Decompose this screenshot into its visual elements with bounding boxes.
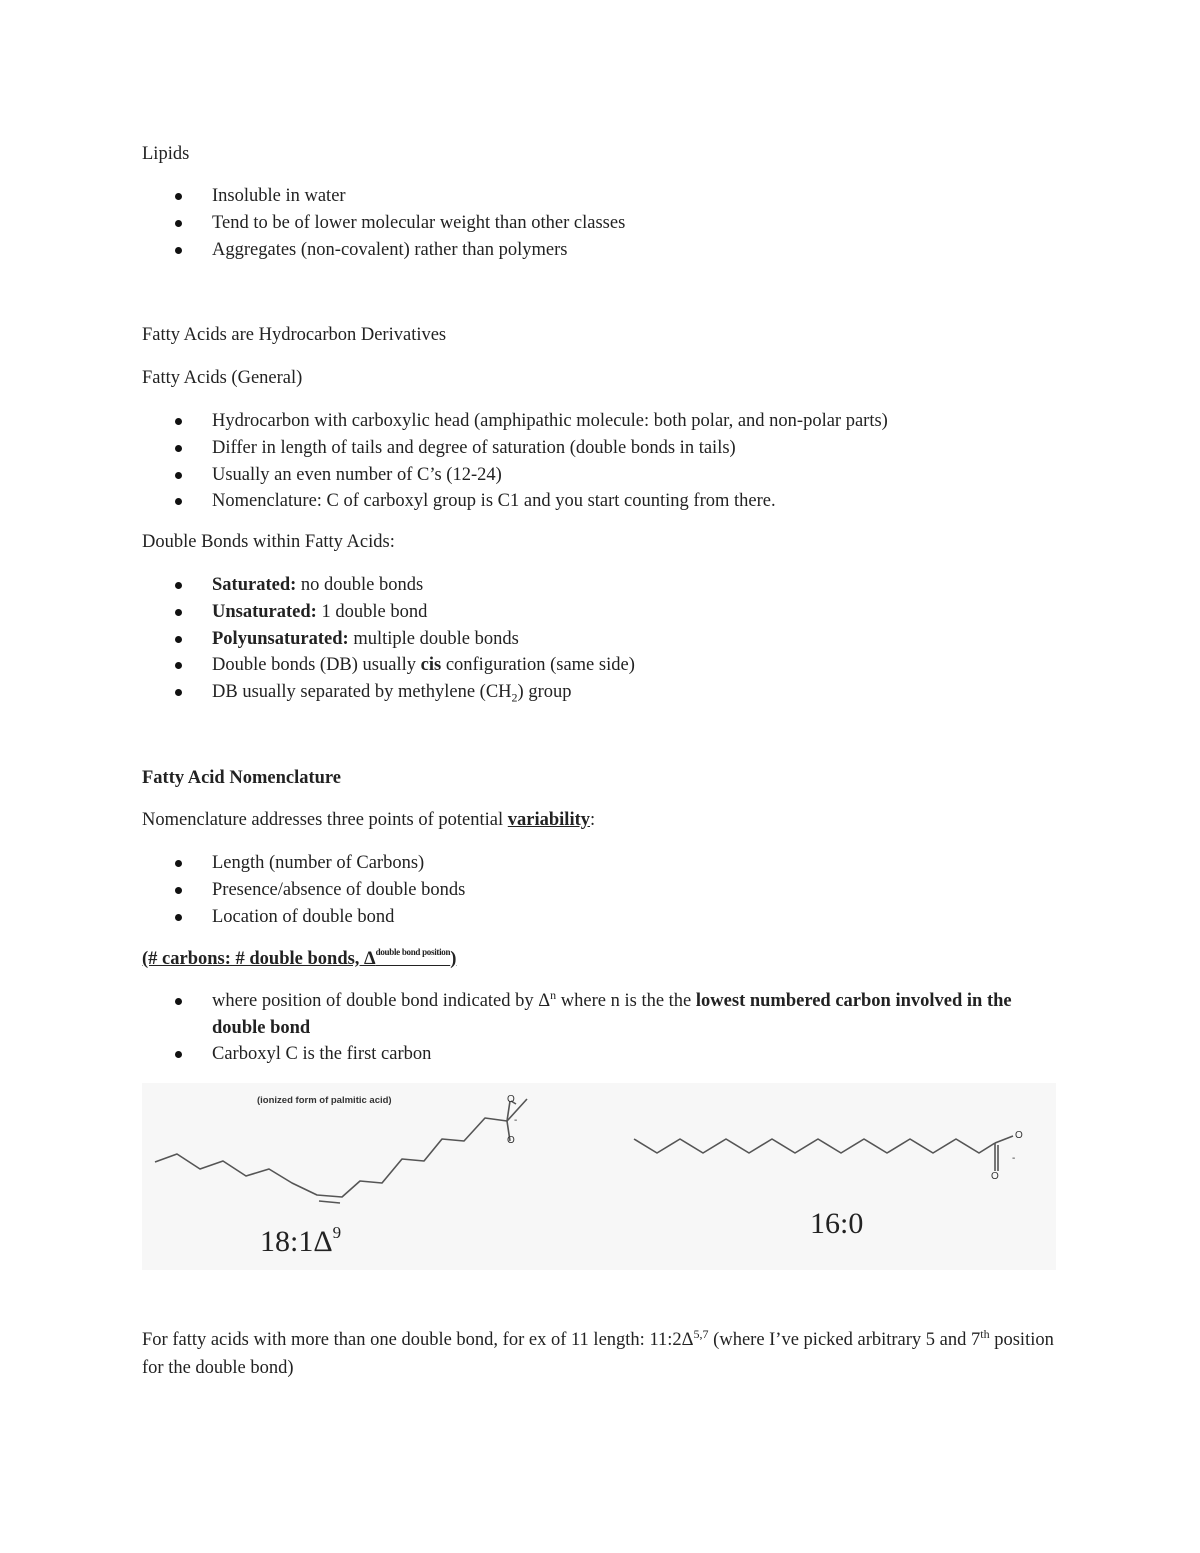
list-item: Usually an even number of C’s (12-24) (142, 462, 1042, 489)
bullet-icon (175, 860, 182, 867)
bullet-icon (175, 445, 182, 452)
list-item: Differ in length of tails and degree of saturation (double bonds in tails) (142, 435, 1042, 462)
bullet-icon (175, 582, 182, 589)
notes-list (142, 988, 1042, 1068)
list-item: Location of double bond (142, 904, 1042, 931)
carboxyl-right-up (995, 1136, 1013, 1143)
fatty-acid-figure (142, 1083, 1056, 1270)
cis-double-bond (319, 1201, 340, 1203)
bullet-icon (175, 220, 182, 227)
oxygen-label: O (507, 1135, 515, 1146)
double-bonds-list (142, 572, 1042, 706)
bullet-icon (175, 689, 182, 696)
list-item: Double bonds (DB) usually cis configuration (same side) (142, 652, 1042, 679)
bullet-icon (175, 247, 182, 254)
general-heading: Fatty Acids (General) (142, 368, 303, 388)
oxygen-label: O (1015, 1130, 1023, 1141)
bullet-icon (175, 887, 182, 894)
bullet-icon (175, 418, 182, 425)
list-item: Aggregates (non-covalent) rather than polymers (142, 237, 1042, 264)
bullet-icon (175, 472, 182, 479)
oxygen-label: O (507, 1094, 515, 1105)
list-item: DB usually separated by methylene $(CH_2)$ group (142, 679, 1042, 706)
list-item: Insoluble in water (142, 183, 1042, 210)
list-item: Tend to be of lower molecular weight than other classes (142, 210, 1042, 237)
palmitic-label: 16:0 (810, 1207, 864, 1240)
bullet-icon (175, 193, 182, 200)
bullet-icon (175, 998, 182, 1005)
closing-paragraph: For fatty acids with more than one double bond, for ex of 11 length: $11:2\Delta^{5,7}$ (where I’ve picked arbitrary 5 and 7th position for the double bond) (142, 1326, 1054, 1378)
list-item: where position of double bond indicated by $\Delta^n$ where n is the the lowest numbered carbon involved in the double bond (142, 988, 1042, 1041)
oleic-acid-chain (155, 1099, 527, 1197)
nomenclature-heading: Fatty Acid Nomenclature (142, 768, 342, 788)
list-item: Polyunsaturated: multiple double bonds (142, 626, 1042, 653)
list-item: Unsaturated: 1 double bond (142, 599, 1042, 626)
list-item: Carboxyl C is the first carbon (142, 1041, 1042, 1068)
double-bonds-heading: Double Bonds within Fatty Acids: (142, 532, 395, 552)
figure-caption: (ionized form of palmitic acid) (257, 1095, 392, 1106)
list-item: Saturated: no double bonds (142, 572, 1042, 599)
list-item: Length (number of Carbons) (142, 850, 1042, 877)
oleic-label: $18:1\Delta^9$ (260, 1223, 342, 1258)
lipids-list (142, 183, 1042, 263)
lipids-heading: Lipids (142, 144, 190, 164)
bullet-icon (175, 609, 182, 616)
list-item: Hydrocarbon with carboxylic head (amphipathic molecule: both polar, and non-polar parts) (142, 408, 1042, 435)
bullet-icon (175, 662, 182, 669)
charge-label: - (1012, 1153, 1016, 1164)
nomenclature-intro: Nomenclature addresses three points of potential variability: (142, 810, 596, 830)
palmitic-acid-chain (634, 1139, 995, 1153)
charge-label: - (514, 1115, 518, 1126)
bullet-icon (175, 914, 182, 921)
list-item: Nomenclature: C of carboxyl group is C1 and you start counting from there. (142, 488, 1042, 515)
bullet-icon (175, 1051, 182, 1058)
bullet-icon (175, 498, 182, 505)
general-list (142, 408, 1042, 515)
derivatives-heading: Fatty Acids are Hydrocarbon Derivatives (142, 325, 447, 345)
variability-list (142, 850, 1042, 930)
nomenclature-formula: (# carbons: # double bonds, $\Delta^{double bond position}$) (142, 947, 457, 969)
oxygen-label: O (991, 1171, 999, 1182)
bullet-icon (175, 636, 182, 643)
list-item: Presence/absence of double bonds (142, 877, 1042, 904)
